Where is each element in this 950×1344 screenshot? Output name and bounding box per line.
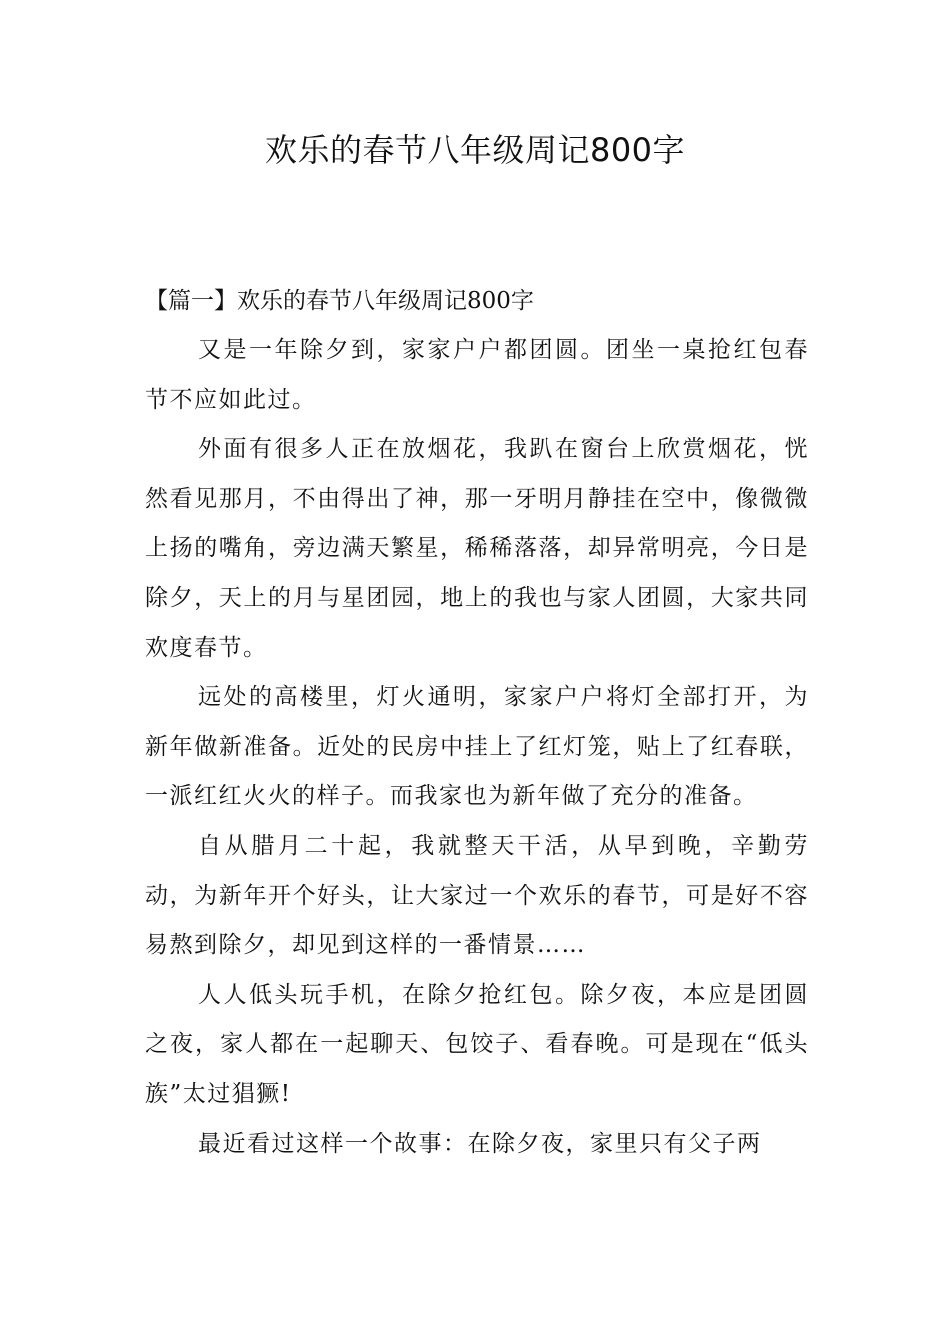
paragraph-1: 又是一年除夕到，家家户户都团圆。团坐一桌抢红包春节不应如此过。	[145, 337, 809, 413]
paragraph-3: 远处的高楼里，灯火通明，家家户户将灯全部打开，为新年做新准备。近处的民房中挂上了红灯笼，贴上了红春联，一派红红火火的样子。而我家也为新年做了充分的准备。	[145, 684, 809, 810]
section-heading: 【篇一】欢乐的春节八年级周记800字	[145, 288, 534, 314]
document-title: 欢乐的春节八年级周记800字	[264, 131, 686, 169]
paragraph-2: 外面有很多人正在放烟花，我趴在窗台上欣赏烟花，恍然看见那月，不由得出了神，那一牙明月静挂在空中，像微微上扬的嘴角，旁边满天繁星，稀稀落落，却异常明亮，今日是除夕，天上的月与星团园，地上的我也与家人团圆，大家共同欢度春节。	[145, 436, 809, 661]
paragraph-6: 最近看过这样一个故事：在除夕夜，家里只有父子两	[198, 1130, 762, 1157]
document-body	[145, 276, 809, 1169]
paragraph-4: 自从腊月二十起，我就整天干活，从早到晚，辛勤劳动，为新年开个好头，让大家过一个欢乐的春节，可是好不容易熬到除夕，却见到这样的一番情景……	[145, 832, 809, 959]
paragraph-5: 人人低头玩手机，在除夕抢红包。除夕夜，本应是团圆之夜，家人都在一起聊天、包饺子、看春晚。可是现在“低头族”太过猖獗!	[145, 981, 809, 1107]
